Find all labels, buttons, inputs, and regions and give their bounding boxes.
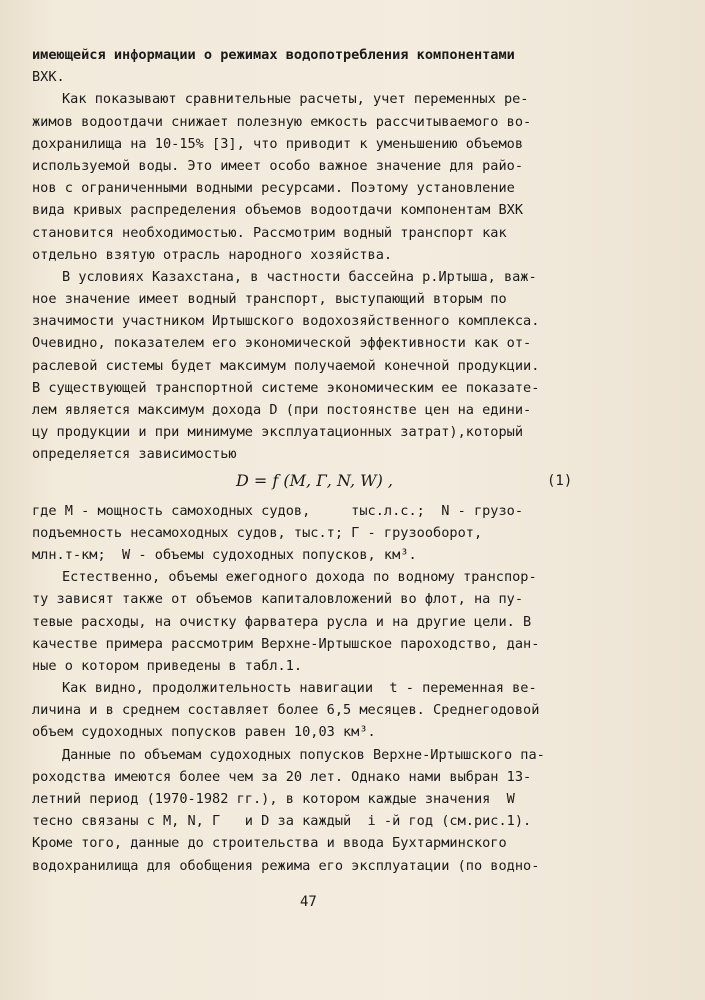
text-line: ту зависят также от объемов капиталовложений во флот, на пу-: [32, 591, 524, 608]
text-line: жимов водоотдачи снижает полезную емкость рассчитываемого во-: [32, 113, 532, 130]
document-body: [32, 44, 672, 877]
text-line: личина и в среднем составляет более 6,5 месяцев. Среднегодовой: [32, 702, 540, 719]
text-line: ное значение имеет водный транспорт, выступающий вторым по: [32, 291, 507, 308]
text-line: цу продукции и при минимуме эксплуатационных затрат),который: [32, 424, 524, 441]
formula-number: (1): [547, 472, 573, 489]
text-line: ные о котором приведены в табл.1.: [32, 657, 303, 674]
text-line: Как показывают сравнительные расчеты, учет переменных ре-: [62, 91, 529, 108]
text-line: лем является максимум дохода D (при постоянстве цен на едини-: [32, 402, 532, 418]
text-line: становится необходимостью. Рассмотрим водный транспорт как: [32, 224, 507, 241]
text-line: водохранилища для обобщения режима его эксплуатации (по водно-: [32, 857, 540, 874]
text-line: Очевидно, показателем его экономической эффективности как от-: [32, 335, 532, 352]
text-line: тесно связаны с M, N, Г и D за каждый i -й год (см.рис.1).: [32, 813, 532, 830]
page-number: 47: [300, 894, 317, 910]
text-line: где M - мощность самоходных судов, тыс.л.с.; N - грузо-: [32, 502, 524, 519]
text-line: ВХК.: [32, 69, 65, 86]
text-line: дохранилища на 10-15% [3], что приводит к уменьшению объемов: [32, 135, 524, 152]
text-line: тевые расходы, на очистку фарватера русла и на другие цели. В: [32, 613, 532, 630]
text-line: В существующей транспортной системе экономическим ее показате-: [32, 379, 540, 396]
text-line: объем судоходных попусков равен 10,03 км³.: [32, 724, 376, 741]
formula-expression: D = f (M, Г, N, W) ,: [236, 470, 393, 490]
text-line: Данные по объемам судоходных попусков Верхне-Иртышского па-: [62, 746, 545, 763]
text-line: Естественно, объемы ежегодного дохода по водному транспор-: [62, 569, 537, 586]
formula: [32, 466, 672, 500]
text-line: используемой воды. Это имеет особо важное значение для райо-: [32, 157, 524, 174]
text-line: подъемность несамоходных судов, тыс.т; Г - грузооборот,: [32, 524, 483, 541]
text-line: имеющейся информации о режимах водопотребления компонентами: [32, 47, 515, 63]
text-line: определяется зависимостью: [32, 446, 237, 463]
text-line: качестве примера рассмотрим Верхне-Иртышское пароходство, дан-: [32, 635, 540, 652]
text-line: В условиях Казахстана, в частности бассейна р.Иртыша, важ-: [62, 268, 537, 285]
text-line: вида кривых распределения объемов водоотдачи компонентам ВХК: [32, 202, 524, 219]
text-line: Как видно, продолжительность навигации t - переменная ве-: [62, 680, 537, 697]
text-line: летний период (1970-1982 гг.), в котором каждые значения W: [32, 791, 515, 807]
text-line: нов с ограниченными водными ресурсами. Поэтому установление: [32, 180, 515, 197]
text-line: раслевой системы будет максимум получаемой конечной продукции.: [32, 357, 540, 374]
text-line: Кроме того, данные до строительства и ввода Бухтарминского: [32, 835, 507, 852]
text-line: млн.т-км; W - объемы судоходных попусков, км³.: [32, 546, 417, 563]
text-line: отдельно взятую отрасль народного хозяйства.: [32, 246, 393, 263]
text-line: роходства имеются более чем за 20 лет. Однако нами выбран 13-: [32, 768, 532, 785]
text-line: значимости участником Иртышского водохозяйственного комплекса.: [32, 313, 540, 330]
